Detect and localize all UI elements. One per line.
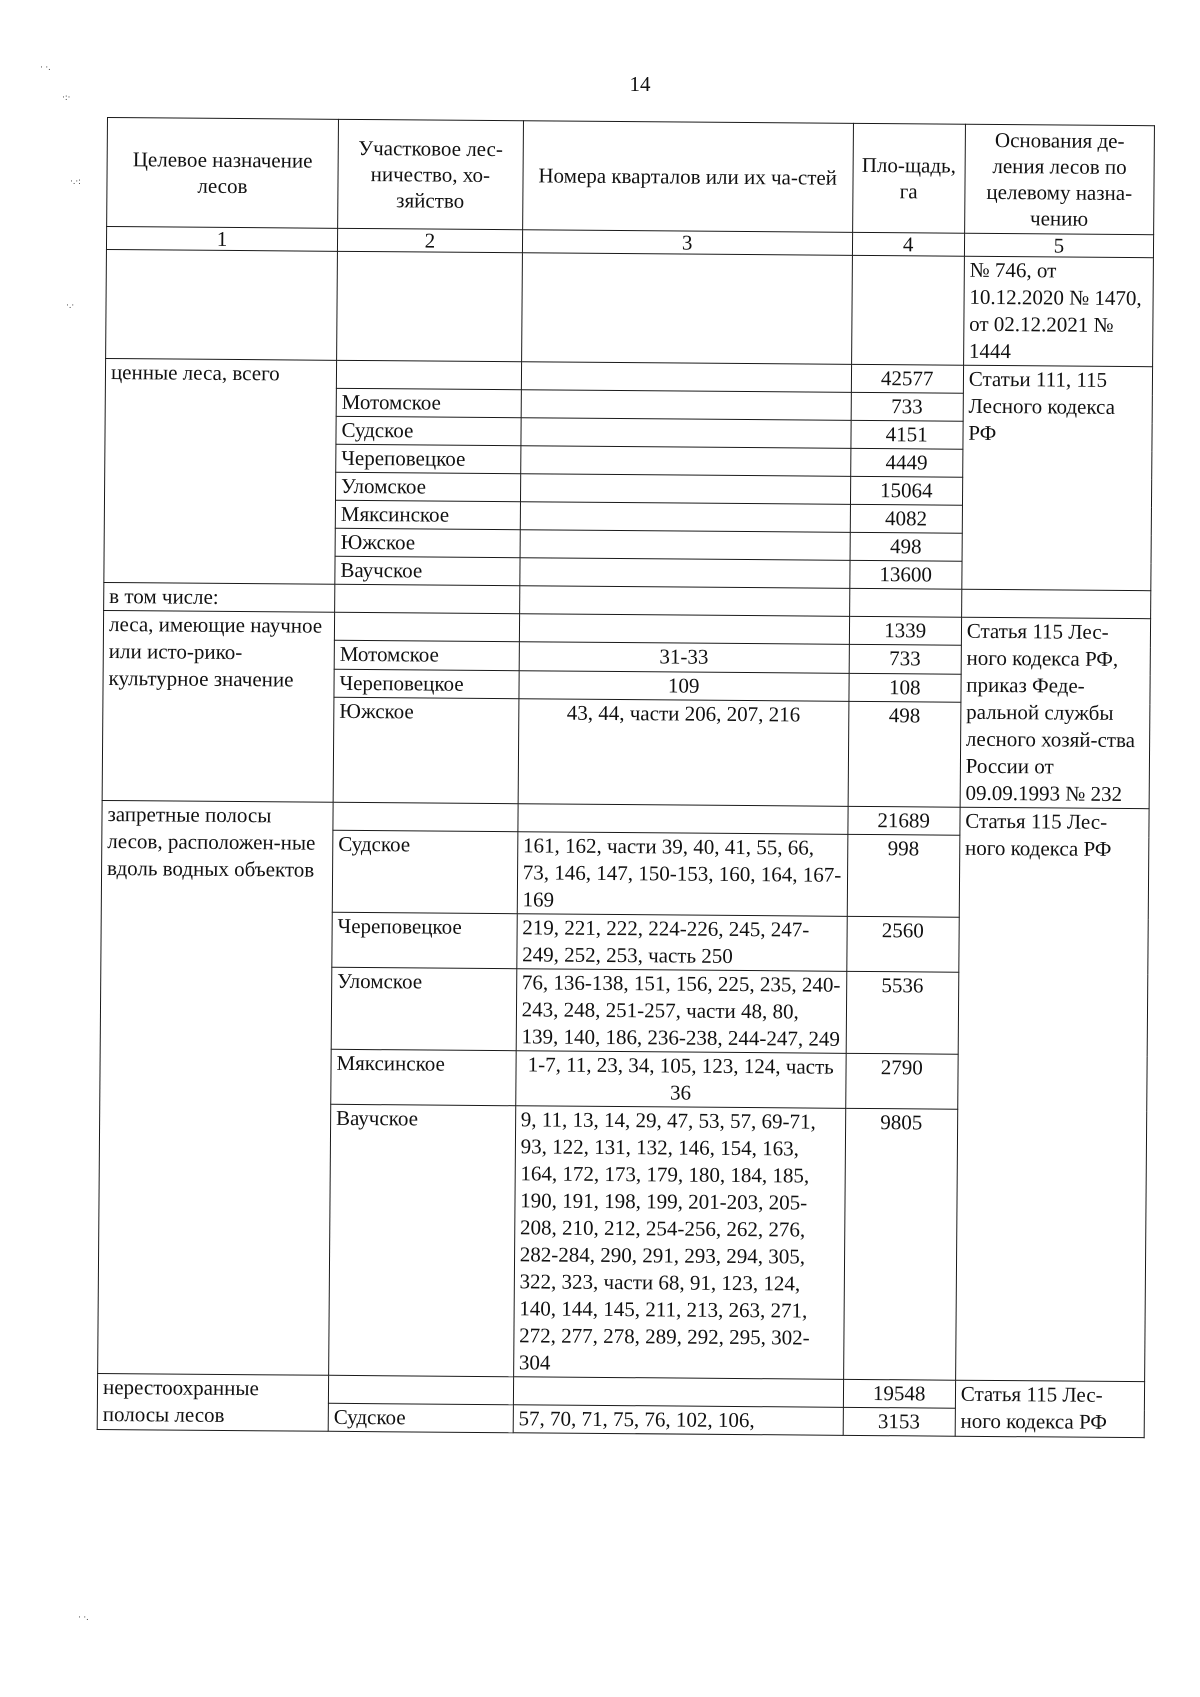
area-cell: 2790	[845, 1053, 958, 1109]
area-cell: 19548	[843, 1379, 955, 1408]
header-purpose: Целевое назначение лесов	[107, 118, 339, 229]
purpose-cell: леса, имеющие научное или исто-рико-культурное значение	[102, 610, 334, 802]
purpose-cell: в том числе:	[104, 582, 335, 612]
quarters-cell: 9, 11, 13, 14, 29, 47, 53, 57, 69-71, 93, 122, 131, 132, 146, 154, 163, 164, 172, 173, 179, 180, 184, 185, 190, 191, 198, 199, 201-203, 205-208, 210, 212, 254-256, 262, 276, 282-284, 290, 291, 293, 294, 305, 322, 323, части 68, 91, 123, 124, 140, 144, 145, 211, 213, 263, 271, 272, 277, 278, 289, 292, 295, 302-304	[513, 1106, 845, 1380]
district-cell: Ваучское	[335, 556, 520, 585]
scan-speck: · ·.	[40, 62, 51, 72]
page-number: 14	[629, 72, 651, 96]
column-number: 2	[337, 228, 522, 252]
basis-cell: № 746, от 10.12.2020 № 1470, от 02.12.2021 № 1444	[963, 256, 1153, 366]
area-cell: 4449	[850, 448, 962, 477]
column-number: 4	[852, 232, 964, 256]
district-cell: Мотомское	[336, 388, 521, 417]
purpose-cell: запретные полосы лесов, расположен-ные вдоль водных объектов	[98, 800, 333, 1375]
header-area: Пло-щадь, га	[852, 123, 965, 233]
district-cell: Мяксинское	[335, 500, 520, 529]
area-cell: 3153	[843, 1407, 955, 1436]
area-cell: 108	[849, 673, 961, 702]
district-cell: Судское	[332, 830, 517, 913]
area-cell: 42577	[851, 364, 963, 393]
purpose-cell: нерестоохранные полосы лесов	[97, 1373, 328, 1431]
district-cell: Уломское	[331, 967, 516, 1050]
district-cell: Череповецкое	[334, 669, 519, 699]
quarters-cell: 1-7, 11, 23, 34, 105, 123, 124, часть 36	[515, 1051, 845, 1109]
area-cell: 13600	[849, 560, 961, 589]
purpose-cell: ценные леса, всего	[104, 358, 337, 584]
forest-purpose-table	[97, 117, 1155, 1438]
scan-speck: ·:·	[62, 92, 71, 102]
quarters-cell: 31-33	[519, 642, 849, 673]
district-cell: Судское	[336, 416, 521, 445]
quarters-cell: 76, 136-138, 151, 156, 225, 235, 240-243, 248, 251-257, части 48, 80, 139, 140, 186, 236-238, 244-247, 249	[516, 969, 847, 1054]
column-number: 3	[522, 230, 852, 256]
district-cell: Судское	[328, 1403, 513, 1432]
scan-speck: ·.·	[66, 300, 75, 310]
area-cell: 1339	[849, 616, 961, 645]
quarters-cell: 219, 221, 222, 224-226, 245, 247-249, 252, 253, часть 250	[517, 914, 847, 972]
area-cell: 4151	[851, 420, 963, 449]
basis-cell: Статьи 111, 115 Лесного кодекса РФ	[962, 365, 1153, 590]
district-cell: Южское	[333, 697, 519, 803]
district-cell: Уломское	[335, 472, 520, 501]
area-cell: 2560	[846, 916, 959, 972]
area-cell: 5536	[846, 971, 959, 1054]
header-quarters: Номера кварталов или их ча-стей	[522, 121, 853, 233]
district-cell: Мяксинское	[331, 1049, 516, 1105]
quarters-cell: 57, 70, 71, 75, 76, 102, 106,	[513, 1405, 843, 1436]
quarters-cell: 43, 44, части 206, 207, 216	[518, 699, 849, 807]
district-cell: Мотомское	[334, 641, 519, 671]
column-number: 5	[964, 233, 1153, 257]
district-cell: Череповецкое	[336, 444, 521, 473]
area-cell: 498	[850, 532, 962, 561]
district-cell: Череповецкое	[332, 912, 517, 968]
basis-cell: Статья 115 Лес-ного кодекса РФ, приказ Феде-ральной службы лесного хозяй-ства России от 09.09.1993 № 232	[960, 617, 1151, 808]
table-row	[106, 249, 1154, 366]
quarters-cell: 161, 162, части 39, 40, 41, 55, 66, 73, 146, 147, 150-153, 160, 164, 167-169	[517, 832, 848, 917]
area-cell: 733	[851, 392, 963, 421]
district-cell: Южское	[335, 528, 520, 557]
area-cell: 21689	[848, 806, 960, 835]
area-cell: 4082	[850, 504, 962, 533]
area-cell: 733	[849, 645, 961, 674]
scan-speck: · ·.	[78, 1612, 89, 1622]
column-number: 1	[106, 227, 337, 252]
header-basis: Основания де-ления лесов по целевому назна-чению	[964, 124, 1154, 234]
basis-cell: Статья 115 Лес-ного кодекса РФ	[955, 807, 1149, 1381]
header-district: Участковое лес-ничество, хо-зяйство	[338, 119, 524, 229]
area-cell: 15064	[850, 476, 962, 505]
scan-speck: ·.·:	[70, 176, 81, 186]
quarters-cell: 109	[519, 670, 849, 701]
area-cell: 9805	[843, 1108, 957, 1380]
area-cell: 998	[847, 834, 960, 917]
district-cell: Ваучское	[329, 1104, 516, 1376]
area-cell: 498	[848, 701, 961, 807]
table-header-row	[107, 118, 1155, 235]
basis-cell: Статья 115 Лес-ного кодекса РФ	[955, 1380, 1145, 1437]
